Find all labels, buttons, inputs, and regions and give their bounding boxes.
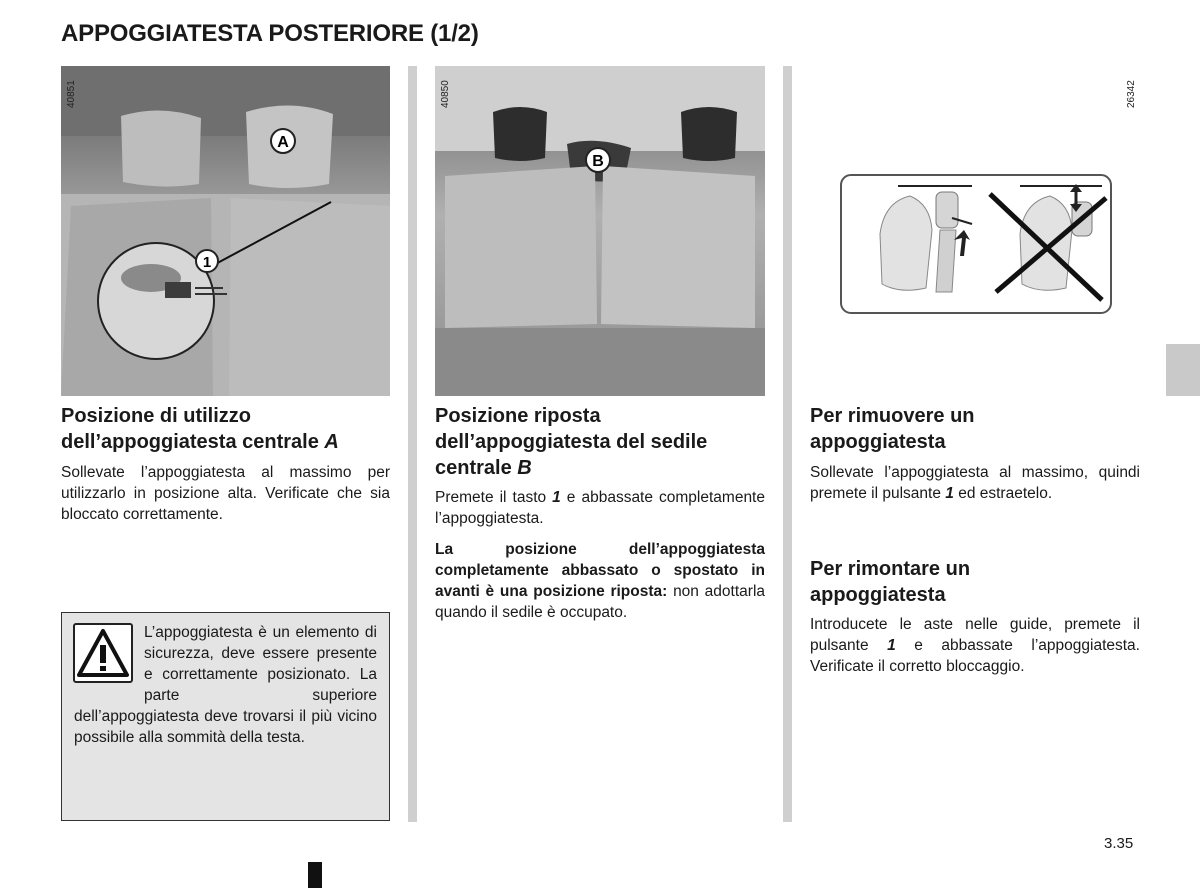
note-bold: La posizione dell’appoggiatesta completamente abbassato o spostato in avanti è una posizione riposta:: [435, 541, 765, 600]
heading-remove: Per rimuovere un appoggiatesta: [810, 405, 975, 453]
button-ref: 1: [945, 485, 954, 502]
column-divider: [783, 66, 792, 822]
text: ed estraetelo.: [953, 485, 1053, 502]
print-mark: [308, 862, 322, 888]
paragraph-remove: [810, 462, 1140, 504]
figure-headrest-stowed-position: [435, 66, 765, 396]
paragraph-use-position: Sollevate l’appoggiatesta al massimo per utilizzarlo in posizione alta. Verificate che sia bloccato correttamente.: [61, 464, 390, 523]
photo-rear-seat-a: [61, 66, 390, 396]
paragraph-refit: [810, 614, 1140, 677]
note-text: non adottarla quando il sedile è occupato.: [435, 583, 766, 621]
warning-text: [74, 622, 377, 748]
page-title: APPOGGIATESTA POSTERIORE (1/2): [61, 20, 479, 47]
note-stowed-position: [435, 539, 765, 623]
marker-b: B: [592, 153, 604, 170]
paragraph-stowed-position: [435, 487, 765, 529]
heading-use-position: [61, 403, 401, 455]
heading-stowed-position: [435, 403, 770, 481]
text: Premete il tasto: [435, 489, 553, 506]
photo-rear-seat-b: [435, 66, 765, 396]
heading-refit: Per rimontare un appoggiatesta: [810, 558, 971, 606]
figure-remove-headrest-diagram: [840, 174, 1112, 314]
heading-text: Posizione riposta dell’appoggiatesta del sedile centrale: [435, 405, 708, 479]
heading-text: Posizione di utilizzo dell’appoggiatesta centrale: [61, 405, 325, 453]
text: e abbassate completamente l’appoggiatesta.: [435, 489, 765, 527]
warning-box: [61, 612, 390, 821]
button-ref: 1: [552, 489, 561, 506]
text: Sollevate l’appoggiatesta al massimo, quindi premete il pulsante: [810, 464, 1140, 502]
figure-headrest-use-position: [61, 66, 390, 396]
heading-ref: B: [517, 457, 532, 479]
column-divider: [408, 66, 417, 822]
figure-code: 40851: [66, 80, 77, 108]
warning-message: L’appoggiatesta è un elemento di sicurezza, deve essere presente e correttamente posizionato. La parte superiore dell’appoggiatesta deve trovarsi il più vicino possibile alla sommità della testa.: [74, 624, 377, 746]
diagram-headrest-height: [840, 174, 1112, 314]
page-number: 3.35: [1104, 835, 1134, 852]
button-ref: 1: [887, 637, 896, 654]
figure-code: 26342: [1126, 80, 1137, 108]
text: Introducete le aste nelle guide, premete il pulsante: [810, 616, 1140, 654]
callout-1: 1: [202, 254, 212, 271]
marker-a: A: [277, 134, 289, 151]
section-tab: [1166, 344, 1200, 396]
figure-code: 40850: [440, 80, 451, 108]
heading-ref: A: [324, 431, 339, 453]
text: e abbassate l’appoggiatesta. Verificate il corretto bloccaggio.: [810, 637, 1140, 675]
